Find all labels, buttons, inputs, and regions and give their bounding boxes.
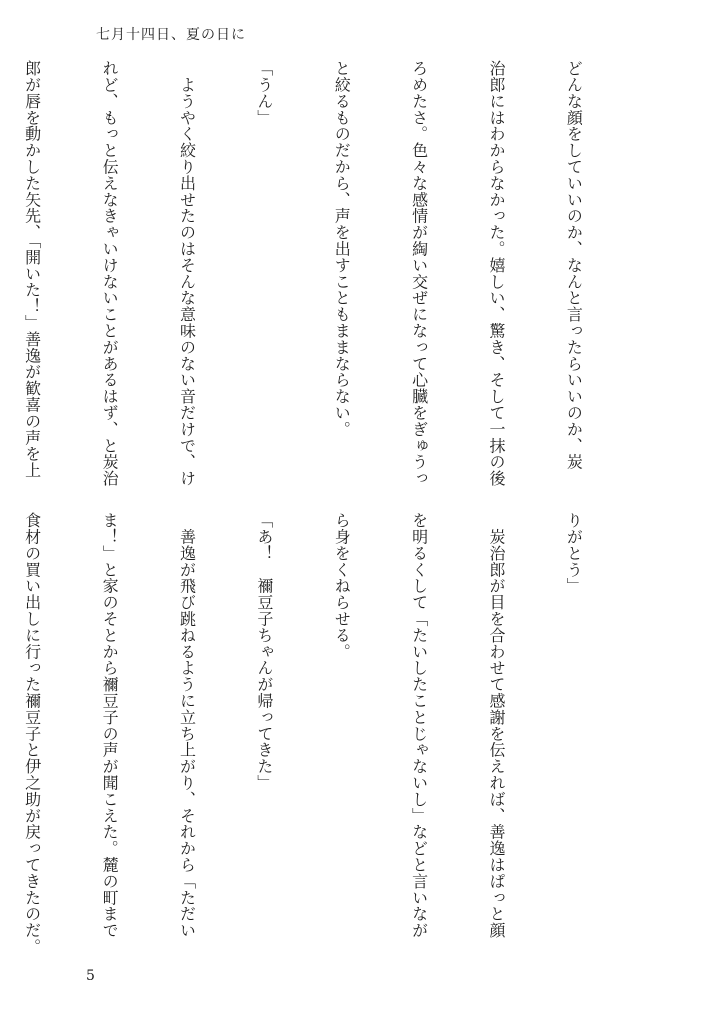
text-line: 郎が唇を動かした矢先、「開いた！」善逸が歓喜の声を上 [22,60,42,479]
text-line: ら身をくねらせる。 [332,512,352,660]
text-block-bottom [22,512,638,955]
text-line: と絞るものだから、声を出すこともままならない。 [332,60,352,438]
text-line: ろめたさ。色々な感情が綯い交ぜになって心臓をぎゅうっ [409,60,429,487]
text-line: 善逸が飛び跳ねるように立ち上がり、それから「ただい [177,512,197,939]
text-block-top [22,60,638,487]
text-line: 炭治郎が目を合わせて感謝を伝えれば、善逸はぱっと顔 [487,512,507,939]
running-title: 七月十四日、夏の日に [96,27,246,43]
text-line: どんな顔をしていいのか、なんと言ったらいいのか、炭 [564,60,584,470]
text-line: を明るくして「たいしたことじゃないし」などと言いなが [409,512,429,939]
text-line: れど、もっと伝えなきゃいけないことがあるはず、と炭治 [100,60,120,487]
text-line: ま！」と家のそとから禰豆子の声が聞こえた。麓の町まで [100,512,120,939]
text-line: 「あ！ 禰豆子ちゃんが帰ってきた」 [254,512,274,791]
text-line: ようやく絞り出せたのはそんな意味のない音だけで、け [177,60,197,487]
text-line: 「うん」 [254,60,274,126]
text-line: りがとう」 [564,512,584,594]
text-line: 食材の買い出しに行った禰豆子と伊之助が戻ってきたのだ。 [22,512,42,955]
page-number: 5 [86,968,95,984]
text-line: 治郎にはわからなかった。嬉しい、驚き、そして一抹の後 [487,60,507,487]
